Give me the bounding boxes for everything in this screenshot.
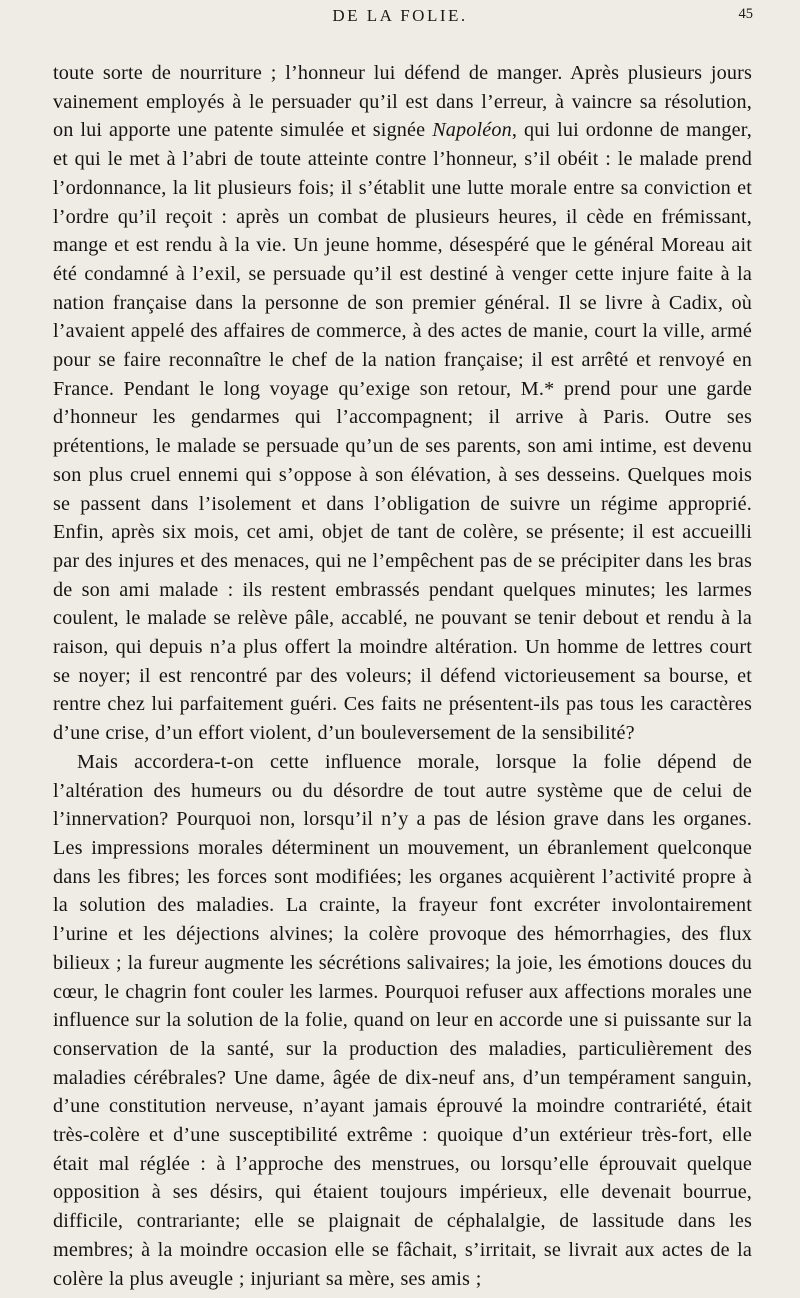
paragraph-1: [53, 59, 752, 748]
italic-name-napoleon: Napoléon: [432, 119, 512, 142]
paragraph-1-text-1: toute sorte de nourriture ; l’honneur lui défend de manger. Après plusieurs jours vainement employés à le persuader qu’il est dans l’erreur, à vaincre sa résolution, on lui apporte une patente simulée et signée: [53, 62, 752, 142]
paragraph-1-text-2: , qui lui ordonne de manger, et qui le met à l’abri de toute atteinte contre l’honneur, s’il obéit : le malade prend l’ordonnance, la lit plusieurs fois; il s’établit une lutte morale entre sa conviction et l’ordre qu’il reçoit : après un combat de plusieurs heures, il cède en frémissant, mange et est rendu à la vie. Un jeune homme, désespéré que le général Moreau ait été condamné à l’exil, se persuade qu’il est destiné à venger cette injure faite à la nation française dans la personne de son premier général. Il se livre à Cadix, où l’avaient appelé des affaires de commerce, à des actes de manie, court la ville, armé pour se faire reconnaître le chef de la nation française; il est arrêté et renvoyé en France. Pendant le long voyage qu’exige son retour, M.* prend pour une garde d’honneur les gendarmes qui l’accompagnent; il arrive à Paris. Outre ses prétentions, le malade se persuade qu’un de ses parents, son ami intime, est devenu son plus cruel ennemi qui s’oppose à son élévation, à ses desseins. Quelques mois se passent dans l’isolement et dans l’obligation de suivre un régime approprié. Enfin, après six mois, cet ami, objet de tant de colère, se présente; il est accueilli par des injures et des menaces, qui ne l’empêchent pas de se précipiter dans les bras de son ami malade : ils restent embrassés pendant quelques minutes; les larmes coulent, le malade se relève pâle, accablé, ne pouvant se tenir debout et rendu à la raison, qui depuis n’a plus offert la moindre altération. Un homme de lettres court se noyer; il est rencontré par des voleurs; il défend victorieusement sa bourse, et rentre chez lui parfaitement guéri. Ces faits ne présentent-ils pas tous les caractères d’une crise, d’un effort violent, d’un bouleversement de la sensibilité?: [53, 119, 752, 745]
body-text: [53, 59, 752, 1293]
paragraph-2-text: Mais accordera-t-on cette influence morale, lorsque la folie dépend de l’altération des humeurs ou du désordre de tout autre système que de celui de l’innervation? Pourquoi non, lorsqu’il n’y a pas de lésion grave dans les organes. Les impressions morales déterminent un mouvement, un ébranlement quelconque dans les fibres; les forces sont modifiées; les organes acquièrent l’activité propre à la solution des maladies. La crainte, la frayeur font excréter involontairement l’urine et les déjections alvines; la colère provoque des hémorrhagies, des flux bilieux ; la fureur augmente les sécrétions salivaires; la joie, les émotions douces du cœur, le chagrin font couler les larmes. Pourquoi refuser aux affections morales une influence sur la solution de la folie, quand on leur en accorde une si puissante sur la conservation de la santé, sur la production des maladies, particulièrement des maladies cérébrales? Une dame, âgée de dix-neuf ans, d’un tempérament sanguin, d’une constitution nerveuse, n’ayant jamais éprouvé la moindre contrariété, était très-colère et d’une susceptibilité extrême : quoique d’un extérieur très-fort, elle était mal réglée : à l’approche des menstrues, ou lorsqu’elle éprouvait quelque opposition à ses désirs, qui étaient toujours impérieux, elle devenait bourrue, difficile, contrariante; elle se plaignait de céphalalgie, de lassitude dans les membres; à la moindre occasion elle se fâchait, s’irritait, se livrait aux actes de la colère la plus aveugle ; injuriant sa mère, ses amis ;: [53, 750, 752, 1290]
running-title: DE LA FOLIE.: [332, 6, 468, 25]
page-number: 45: [738, 6, 753, 22]
paragraph-2: [53, 748, 752, 1293]
page-header: [0, 6, 800, 32]
